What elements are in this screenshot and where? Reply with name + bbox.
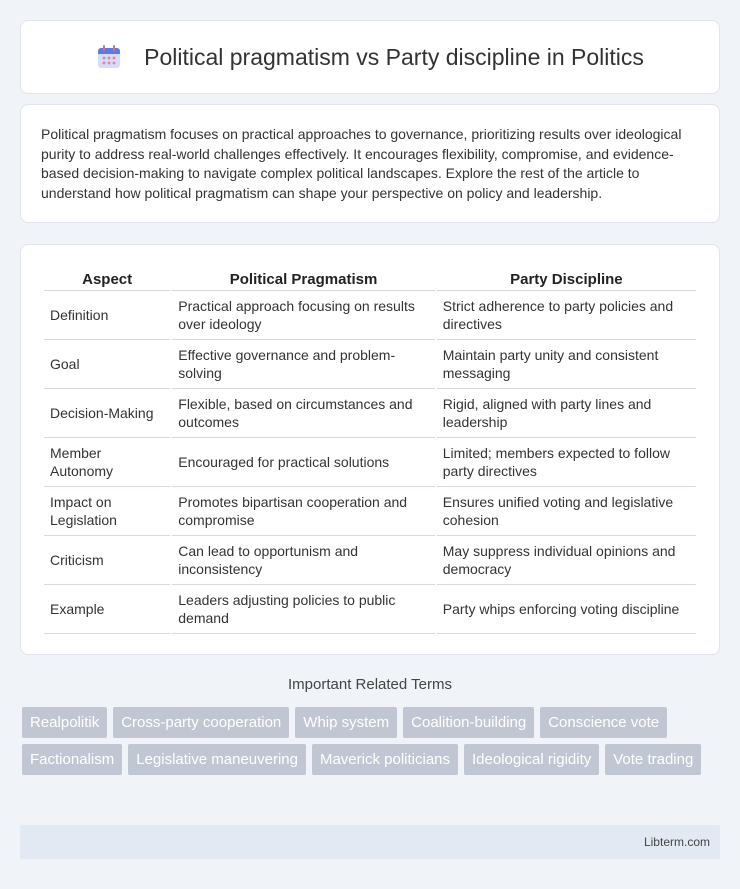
cell-pragmatism: Leaders adjusting policies to public demand: [172, 585, 435, 634]
related-terms-list: [22, 707, 722, 781]
intro-section: [20, 104, 720, 223]
cell-pragmatism: Promotes bipartisan cooperation and compromise: [172, 487, 435, 536]
related-term-tag[interactable]: Realpolitik: [22, 707, 107, 738]
cell-discipline: Limited; members expected to follow party directives: [437, 438, 696, 487]
cell-discipline: Strict adherence to party policies and directives: [437, 291, 696, 340]
related-term-tag[interactable]: Maverick politicians: [312, 744, 458, 775]
table-row: [44, 536, 696, 585]
calendar-icon: [96, 44, 122, 70]
related-term-tag[interactable]: Ideological rigidity: [464, 744, 599, 775]
cell-pragmatism: Flexible, based on circumstances and outcomes: [172, 389, 435, 438]
cell-discipline: Maintain party unity and consistent messaging: [437, 340, 696, 389]
footer: [20, 825, 720, 859]
comparison-table-card: [20, 244, 720, 655]
related-terms-heading: Important Related Terms: [288, 676, 452, 693]
cell-pragmatism: Effective governance and problem-solving: [172, 340, 435, 389]
cell-discipline: Ensures unified voting and legislative cohesion: [437, 487, 696, 536]
cell-aspect: Example: [44, 585, 170, 634]
cell-pragmatism: Practical approach focusing on results over ideology: [172, 291, 435, 340]
cell-aspect: Impact on Legislation: [44, 487, 170, 536]
cell-discipline: Rigid, aligned with party lines and leadership: [437, 389, 696, 438]
table-row: [44, 487, 696, 536]
column-header-aspect: Aspect: [44, 263, 170, 291]
column-header-pragmatism: Political Pragmatism: [172, 263, 435, 291]
table-row: [44, 291, 696, 340]
page-header: [20, 20, 720, 94]
cell-aspect: Criticism: [44, 536, 170, 585]
related-term-tag[interactable]: Cross-party cooperation: [113, 707, 289, 738]
cell-aspect: Goal: [44, 340, 170, 389]
related-term-tag[interactable]: Coalition-building: [403, 707, 534, 738]
cell-discipline: May suppress individual opinions and democracy: [437, 536, 696, 585]
related-term-tag[interactable]: Vote trading: [605, 744, 701, 775]
table-row: [44, 340, 696, 389]
table-row: [44, 585, 696, 634]
column-header-discipline: Party Discipline: [437, 263, 696, 291]
intro-text: Political pragmatism focuses on practical approaches to governance, prioritizing results over ideological purity to address real-world challenges effectively. It encourages flexibility, compromise, and evidence-based decision-making to navigate complex political landscapes. Explore the rest of the article to understand how political pragmatism can shape your perspective on policy and leadership.: [41, 126, 682, 201]
footer-site-link[interactable]: Libterm.com: [643, 835, 710, 849]
cell-aspect: Definition: [44, 291, 170, 340]
cell-pragmatism: Encouraged for practical solutions: [172, 438, 435, 487]
table-row: [44, 389, 696, 438]
table-header-row: [44, 263, 696, 291]
related-term-tag[interactable]: Whip system: [295, 707, 397, 738]
cell-aspect: Decision-Making: [44, 389, 170, 438]
cell-aspect: Member Autonomy: [44, 438, 170, 487]
cell-discipline: Party whips enforcing voting discipline: [437, 585, 696, 634]
related-term-tag[interactable]: Legislative maneuvering: [128, 744, 306, 775]
table-row: [44, 438, 696, 487]
related-term-tag[interactable]: Conscience vote: [540, 707, 667, 738]
page-title: Political pragmatism vs Party discipline in Politics: [144, 43, 644, 70]
related-term-tag[interactable]: Factionalism: [22, 744, 122, 775]
cell-pragmatism: Can lead to opportunism and inconsistency: [172, 536, 435, 585]
comparison-table: [42, 263, 698, 634]
